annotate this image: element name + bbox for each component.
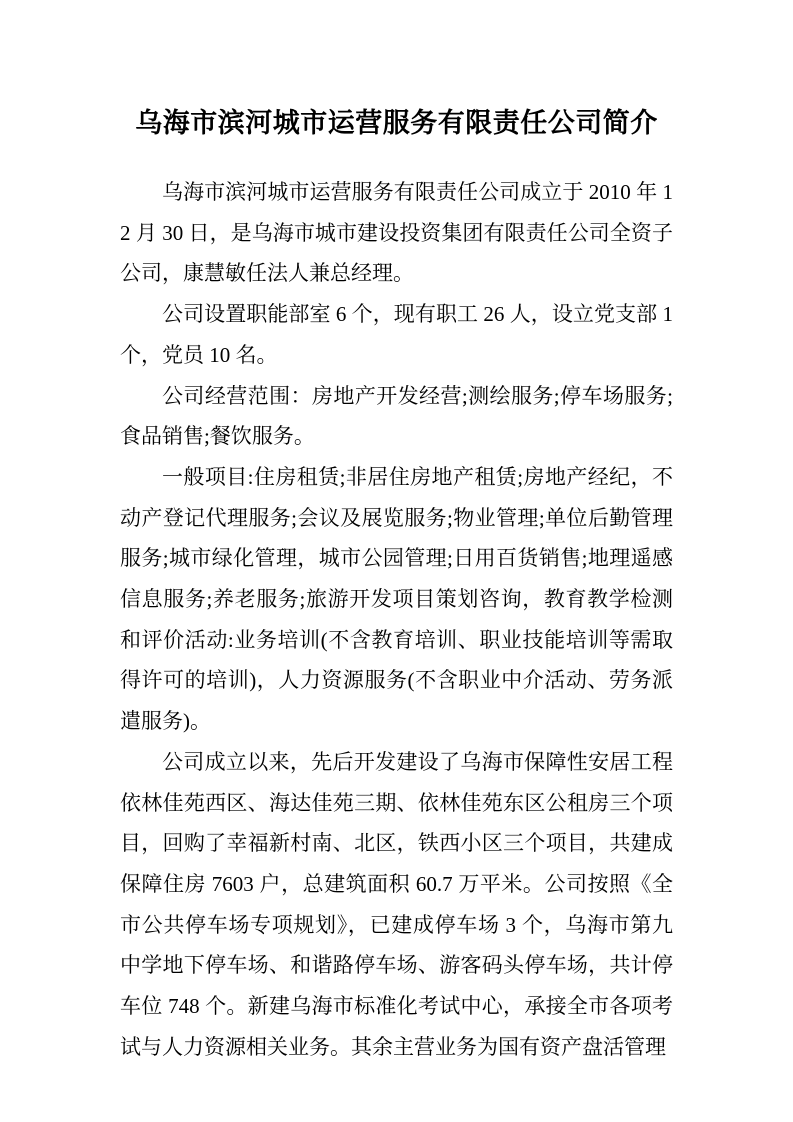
document-title: 乌海市滨河城市运营服务有限责任公司简介 bbox=[135, 108, 658, 138]
paragraph-company-founding: 乌海市滨河城市运营服务有限责任公司成立于 2010 年 12 月 30 日，是乌海市城市建设投资集团有限责任公司全资子公司，康慧敏任法人兼总经理。 bbox=[120, 180, 673, 286]
paragraph-business-scope: 公司经营范围：房地产开发经营;测绘服务;停车场服务;食品销售;餐饮服务。 bbox=[120, 383, 673, 449]
paragraph-staff-structure: 公司设置职能部室 6 个，现有职工 26 人，设立党支部 1 个，党员 10 名。 bbox=[120, 302, 673, 367]
paragraph-general-projects: 一般项目:住房租赁;非居住房地产租赁;房地产经纪，不动产登记代理服务;会议及展览服务;物业管理;单位后勤管理服务;城市绿化管理，城市公园管理;日用百货销售;地理遥感信息服务;养老服务;旅游开发项目策划咨询，教育教学检测和评价活动:业务培训(不含教育培训、职业技能培训等需取得许可的培训)，人力资源服务(不含职业中介活动、劳务派遣服务)。 bbox=[120, 464, 673, 734]
paragraph-company-achievements: 公司成立以来，先后开发建设了乌海市保障性安居工程依林佳苑西区、海达佳苑三期、依林佳苑东区公租房三个项目，回购了幸福新村南、北区，铁西小区三个项目，共建成保障住房 7603 户，总建筑面积 60.7 万平米。公司按照《全市公共停车场专项规划》，已建成停车场 3 个，乌海市第九中学地下停车场、和谐路停车场、游客码头停车场，共计停车位 748 个。新建乌海市标准化考试中心，承接全市各项考试与人力资源相关业务。其余主营业务为国有资产盘活管理 bbox=[120, 749, 673, 1059]
